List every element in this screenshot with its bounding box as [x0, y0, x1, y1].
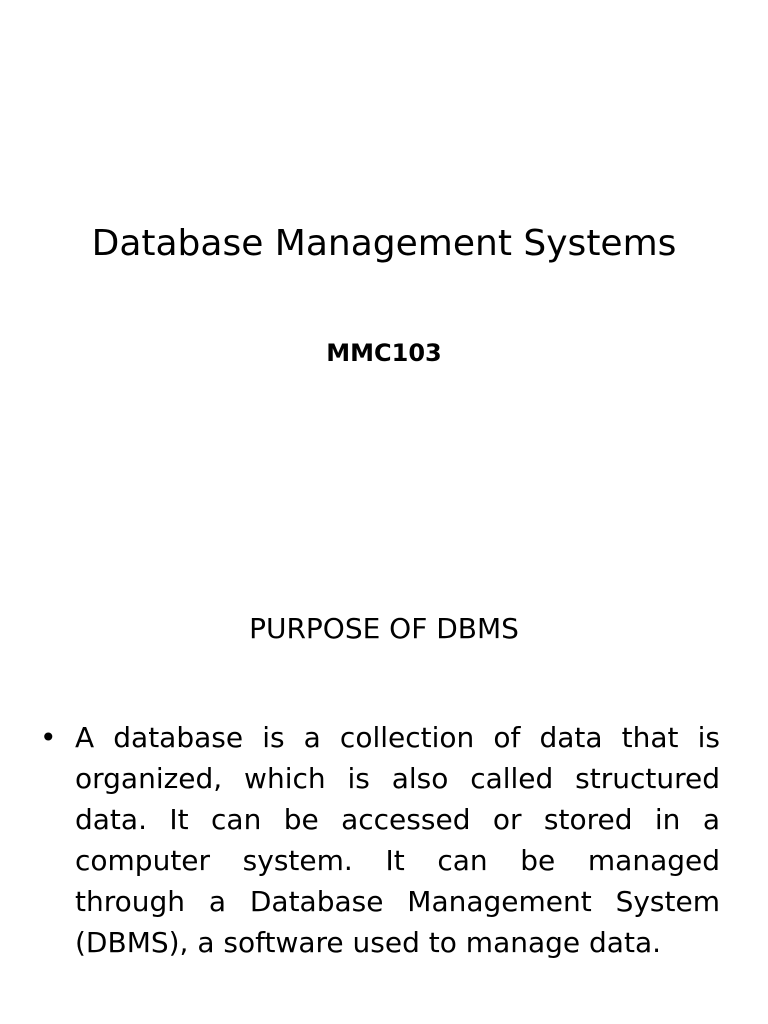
slide-subtitle: MMC103	[326, 339, 442, 367]
slide-title: Database Management Systems	[91, 223, 677, 264]
list-item	[40, 717, 720, 963]
bullet-text: A database is a collection of data that is organized, which is also called structured data. It can be accessed or stored in a computer system. It can be managed through a Database Management System (DBMS), a software used to manage data.	[75, 721, 720, 959]
section-heading: PURPOSE OF DBMS	[249, 612, 519, 645]
bullet-icon: •	[40, 721, 57, 754]
bullet-list	[40, 717, 720, 963]
